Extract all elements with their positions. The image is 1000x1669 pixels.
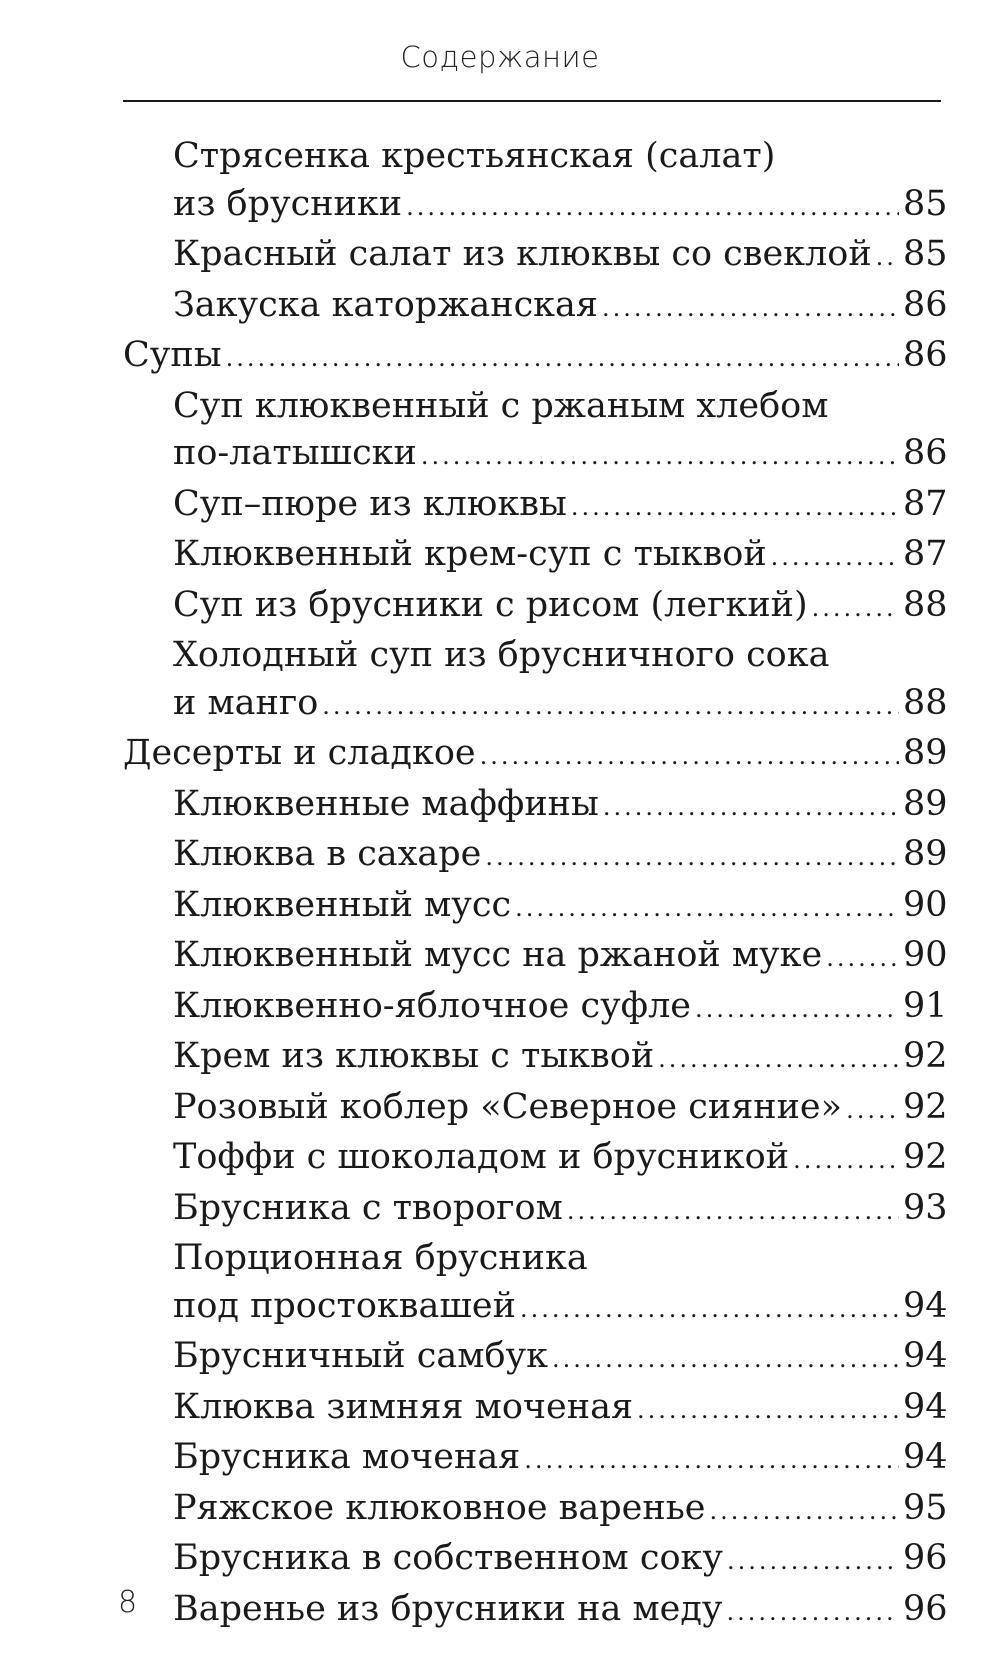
toc-entry bbox=[123, 282, 948, 333]
toc-entry-page: 88 bbox=[903, 682, 948, 723]
toc-section bbox=[123, 332, 948, 383]
toc-entry-line bbox=[173, 1586, 948, 1637]
toc-entry-page: 88 bbox=[903, 584, 948, 625]
toc-entry bbox=[123, 781, 948, 832]
toc-entry-title-line1: Холодный суп из брусничного сока bbox=[173, 635, 830, 675]
dot-leader bbox=[480, 733, 899, 781]
toc-entry-page: 90 bbox=[903, 884, 948, 925]
toc-entry-line bbox=[173, 430, 948, 481]
toc-entry-page: 86 bbox=[903, 284, 948, 325]
dot-leader bbox=[846, 1087, 899, 1135]
toc-entry-title: Клюквенный крем-суп с тыквой bbox=[173, 534, 767, 574]
dot-leader bbox=[637, 1387, 899, 1435]
toc-entry-page: 86 bbox=[903, 433, 948, 473]
dot-leader bbox=[226, 335, 899, 383]
dot-leader bbox=[515, 885, 899, 933]
toc-entry-page: 94 bbox=[903, 1437, 948, 1477]
dot-leader bbox=[603, 784, 899, 832]
toc-entry-title: Ряжское клюковное варенье bbox=[173, 1487, 706, 1528]
dot-leader bbox=[322, 683, 899, 731]
toc-section bbox=[123, 730, 948, 781]
toc-entry-line bbox=[173, 1535, 948, 1586]
toc-entry-line bbox=[173, 1434, 948, 1485]
dot-leader bbox=[520, 1286, 899, 1334]
toc-entry-page: 96 bbox=[903, 1538, 948, 1578]
toc-entry-title-line1: Стрясенка крестьянская (салат) bbox=[173, 136, 776, 176]
toc-entry-title: Красный салат из клюквы со свеклой bbox=[173, 234, 872, 274]
toc-entry-title: Тоффи с шоколадом и брусникой bbox=[173, 1137, 790, 1177]
toc-entry-title: Брусника моченая bbox=[173, 1437, 521, 1477]
toc-entry-line bbox=[173, 1384, 948, 1435]
toc-entry-title: Варенье из брусники на меду bbox=[173, 1588, 723, 1629]
toc-entry-page: 86 bbox=[903, 335, 948, 375]
toc-entry bbox=[123, 1485, 948, 1536]
toc-entry-title: Брусника с творогом bbox=[173, 1187, 563, 1228]
toc-entry-title-line1: Суп клюквенный с ржаным хлебом bbox=[173, 385, 829, 426]
toc-entry-line bbox=[173, 1084, 948, 1135]
toc-entry-title: и манго bbox=[173, 682, 319, 723]
toc-entry-title: Брусника в собственном соку bbox=[173, 1538, 724, 1578]
toc-entry-line bbox=[173, 181, 948, 232]
toc-entry-title: Десерты и сладкое bbox=[123, 733, 476, 773]
dot-leader bbox=[567, 1188, 899, 1236]
toc-entry bbox=[123, 1535, 948, 1586]
toc-entry-line bbox=[173, 1283, 948, 1334]
toc-entry bbox=[123, 1586, 948, 1637]
toc-entry-title: Брусничный самбук bbox=[173, 1336, 548, 1376]
dot-leader bbox=[709, 1488, 899, 1536]
toc-entry-title: Суп–пюре из клюквы bbox=[173, 483, 567, 524]
toc-entry-page: 94 bbox=[903, 1285, 948, 1326]
toc-entry-title: Клюквенный мусс на ржаной муке bbox=[173, 935, 823, 975]
toc-entry-page: 89 bbox=[903, 733, 948, 773]
toc-entry bbox=[123, 231, 948, 282]
toc-entry bbox=[123, 932, 948, 983]
toc-entry-title: Клюквенный мусс bbox=[173, 884, 512, 925]
dot-leader bbox=[602, 285, 899, 333]
toc-entry bbox=[123, 133, 948, 231]
toc-entry-page: 94 bbox=[903, 1386, 948, 1427]
toc-entry-line bbox=[173, 282, 948, 333]
toc-entry-page: 92 bbox=[903, 1086, 948, 1127]
toc-entry bbox=[123, 983, 948, 1034]
toc-entry-title: Клюква в сахаре bbox=[173, 834, 482, 874]
toc-entry-line bbox=[173, 680, 948, 731]
toc-entry-page: 94 bbox=[903, 1336, 948, 1376]
toc-entry bbox=[123, 632, 948, 730]
toc-entry-page: 90 bbox=[903, 935, 948, 975]
toc-entry-title: Клюква зимняя моченая bbox=[173, 1386, 634, 1427]
toc-entry bbox=[123, 481, 948, 532]
toc-entry-page: 93 bbox=[903, 1187, 948, 1228]
dot-leader bbox=[727, 1538, 899, 1586]
dot-leader bbox=[826, 935, 899, 983]
toc-entry bbox=[123, 1185, 948, 1236]
toc-entry-line bbox=[173, 983, 948, 1034]
dot-leader bbox=[571, 484, 899, 532]
toc-entry-page: 89 bbox=[903, 834, 948, 874]
toc-entry bbox=[123, 1084, 948, 1135]
toc-entry-title: из брусники bbox=[173, 183, 403, 224]
toc-entry bbox=[123, 1134, 948, 1185]
toc-entry bbox=[123, 1333, 948, 1384]
toc-entry-page: 87 bbox=[903, 534, 948, 574]
toc-entry-line bbox=[173, 231, 948, 282]
toc-entry-title: Суп из брусники с рисом (легкий) bbox=[173, 584, 808, 625]
toc-entry-line bbox=[173, 932, 948, 983]
toc-entry-page: 92 bbox=[903, 1036, 948, 1076]
toc-entry-title-line1: Порционная брусника bbox=[173, 1238, 588, 1278]
toc-entry bbox=[123, 1235, 948, 1333]
toc-entry bbox=[123, 1384, 948, 1435]
toc-entry-title: Розовый коблер «Северное сияние» bbox=[173, 1086, 843, 1127]
running-head: Содержание bbox=[400, 40, 600, 74]
toc-entry-title: под простоквашей bbox=[173, 1285, 516, 1326]
toc-entry bbox=[123, 831, 948, 882]
toc-entry-line bbox=[173, 1134, 948, 1185]
toc-entry-title: Клюквенно-яблочное суфле bbox=[173, 985, 692, 1026]
toc-entry-line bbox=[173, 781, 948, 832]
dot-leader bbox=[812, 585, 899, 633]
toc-entry-line bbox=[173, 582, 948, 633]
toc-entry-line bbox=[173, 531, 948, 582]
dot-leader bbox=[552, 1336, 899, 1384]
toc-entry-line bbox=[123, 730, 948, 781]
toc-entry bbox=[123, 1033, 948, 1084]
dot-leader bbox=[727, 1589, 899, 1637]
dot-leader bbox=[876, 234, 899, 282]
dot-leader bbox=[658, 1036, 899, 1084]
toc-entry-title: Супы bbox=[123, 335, 222, 375]
toc-entry-title: Закуска каторжанская bbox=[173, 284, 599, 325]
toc-entry-line bbox=[173, 831, 948, 882]
dot-leader bbox=[524, 1437, 899, 1485]
toc-entry-page: 92 bbox=[903, 1137, 948, 1177]
toc-entry-page: 95 bbox=[903, 1487, 948, 1528]
toc-entry-line bbox=[173, 481, 948, 532]
dot-leader bbox=[771, 534, 899, 582]
dot-leader bbox=[695, 986, 899, 1034]
page-number: 8 bbox=[118, 1585, 138, 1620]
toc-entry-page: 89 bbox=[903, 783, 948, 824]
toc-entry-title: Клюквенные маффины bbox=[173, 783, 599, 824]
toc-entry-title: по-латышски bbox=[173, 433, 417, 473]
toc-entry-page: 87 bbox=[903, 483, 948, 524]
table-of-contents bbox=[123, 133, 948, 1636]
dot-leader bbox=[406, 184, 899, 232]
toc-entry bbox=[123, 882, 948, 933]
toc-entry-page: 91 bbox=[903, 985, 948, 1026]
toc-entry-page: 85 bbox=[903, 183, 948, 224]
toc-entry bbox=[123, 383, 948, 481]
dot-leader bbox=[793, 1137, 899, 1185]
toc-entry-line bbox=[173, 882, 948, 933]
toc-entry bbox=[123, 1434, 948, 1485]
toc-entry-line bbox=[173, 1033, 948, 1084]
toc-entry-line bbox=[173, 1185, 948, 1236]
toc-entry-line bbox=[173, 1333, 948, 1384]
toc-entry-page: 85 bbox=[903, 234, 948, 274]
toc-entry-line bbox=[173, 1485, 948, 1536]
toc-entry bbox=[123, 531, 948, 582]
header-rule bbox=[123, 100, 941, 102]
dot-leader bbox=[485, 834, 899, 882]
dot-leader bbox=[421, 433, 899, 481]
toc-entry-page: 96 bbox=[903, 1588, 948, 1629]
toc-entry-title: Крем из клюквы с тыквой bbox=[173, 1036, 655, 1076]
toc-entry bbox=[123, 582, 948, 633]
toc-entry-line bbox=[123, 332, 948, 383]
